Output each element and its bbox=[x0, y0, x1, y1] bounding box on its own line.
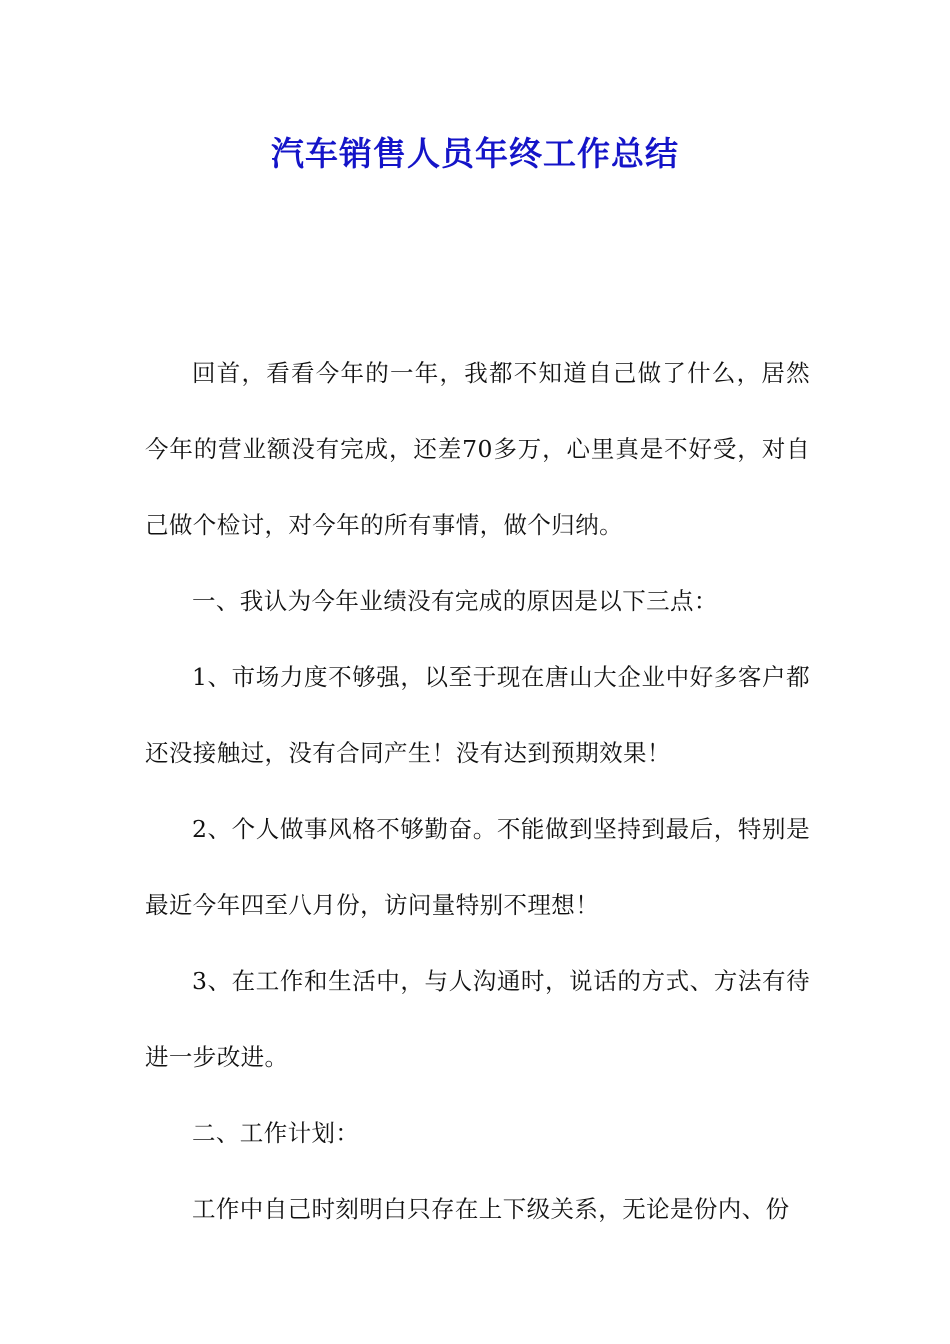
paragraph-section-two-heading: 二、工作计划： bbox=[192, 1119, 360, 1147]
paragraph-reason-2: 2、个人做事风格不够勤奋。不能做到坚持到最后，特别是最近今年四至八月份，访问量特别不理想！ bbox=[145, 815, 810, 919]
paragraph-section-one-heading: 一、我认为今年业绩没有完成的原因是以下三点： bbox=[192, 587, 718, 615]
paragraph-reason-3: 3、在工作和生活中，与人沟通时，说话的方式、方法有待进一步改进。 bbox=[145, 967, 810, 1071]
paragraph-intro: 回首，看看今年的一年，我都不知道自己做了什么，居然今年的营业额没有完成，还差70多万，心里真是不好受，对自己做个检讨，对今年的所有事情，做个归纳。 bbox=[145, 359, 810, 539]
document-title: 汽车销售人员年终工作总结 bbox=[271, 134, 679, 173]
paragraph-reason-1: 1、市场力度不够强，以至于现在唐山大企业中好多客户都还没接触过，没有合同产生！没有达到预期效果！ bbox=[145, 663, 810, 767]
document-body bbox=[145, 335, 810, 1247]
paragraph-plan: 工作中自己时刻明白只存在上下级关系，无论是份内、份 bbox=[192, 1195, 790, 1223]
